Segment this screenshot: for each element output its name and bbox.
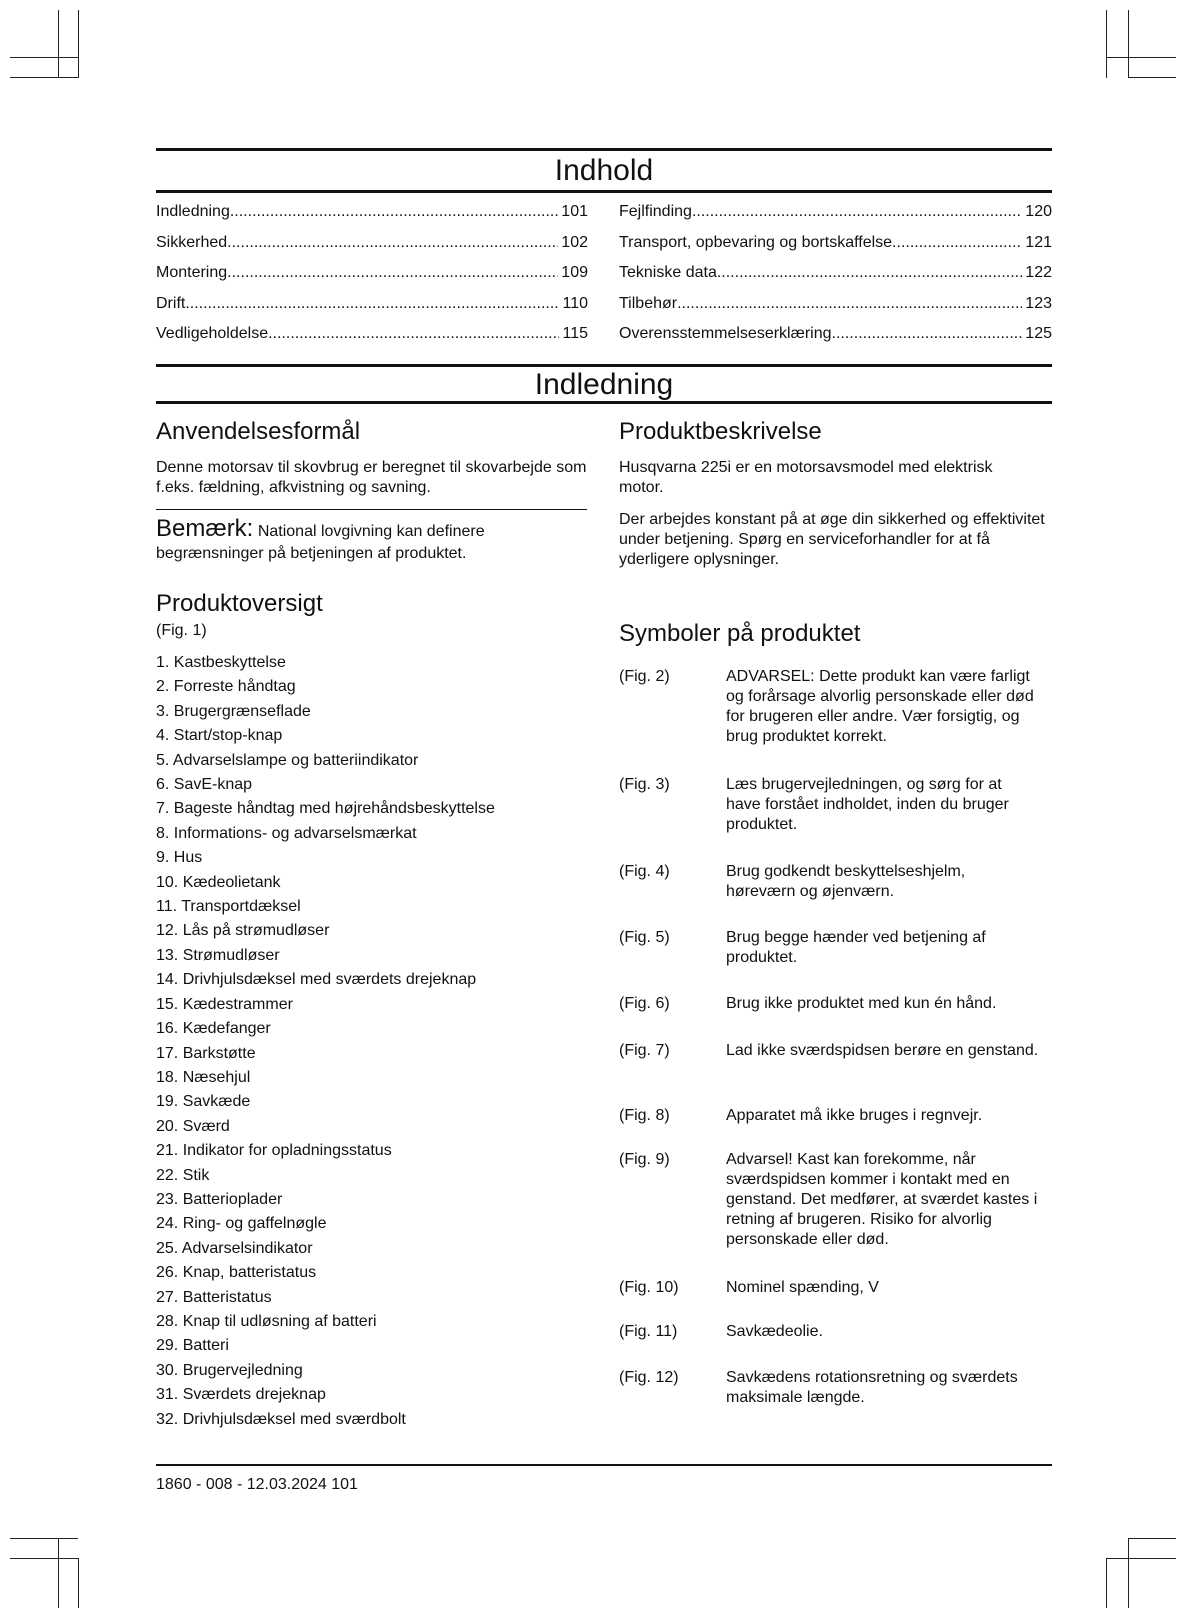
crop-mark [1128,77,1176,78]
footer-rule [156,1464,1052,1466]
list-item: 10. Kædeolietank [156,873,281,891]
list-item: 28. Knap til udløsning af batteri [156,1312,377,1330]
list-item: 32. Drivhjulsdæksel med sværdbolt [156,1410,406,1428]
symbol-entry [619,1368,1039,1408]
symbol-description: Brug begge hænder ved betjening af produktet. [726,929,986,966]
symbol-description: Læs brugervejledningen, og sørg for at have forstået indholdet, inden du bruger produktet. [726,776,1009,833]
symbol-entry [619,1041,1039,1061]
toc-top-rule [156,148,1052,151]
symbol-description: Brug godkendt beskyttelseshjelm, høreværn og øjenværn. [726,863,966,900]
toc-leader [230,202,558,222]
toc-entry-title: Tilbehør [619,295,678,312]
toc-leader [832,324,1023,344]
list-item: 21. Indikator for opladningsstatus [156,1142,392,1160]
section-title-rule [156,401,1052,404]
list-item: 22. Stik [156,1166,210,1184]
symbol-entry [619,1322,1039,1342]
toc-entry-title: Sikkerhed [156,234,228,251]
toc-entry[interactable] [619,324,1052,344]
list-item: 11. Transportdæksel [156,898,301,916]
product-overview-list [156,651,495,1432]
symbol-entry [619,775,1039,835]
symbol-description: Advarsel! Kast kan forekomme, når sværdspidsen kommer i kontakt med en genstand. Det medfører, at sværdet kastes i retning af brugeren. Risiko for alvorlig personskade eller død. [726,1151,1038,1248]
list-item: 9. Hus [156,849,203,867]
list-item: 12. Lås på strømudløser [156,922,330,940]
toc-entry-title: Indledning [156,203,230,220]
list-item: 3. Brugergrænseflade [156,702,311,720]
toc-entry-page: 115 [562,325,588,342]
toc-leader [717,263,1022,283]
symbol-fig-ref: (Fig. 10) [619,1279,679,1296]
symbol-fig-ref: (Fig. 2) [619,668,670,685]
footer-text: 1860 - 008 - 12.03.2024 101 [156,1476,358,1493]
symbol-fig-ref: (Fig. 8) [619,1107,670,1124]
toc-leader [227,233,558,253]
list-item: 24. Ring- og gaffelnøgle [156,1215,327,1233]
list-item: 13. Strømudløser [156,946,280,964]
list-item: 30. Brugervejledning [156,1361,303,1379]
symbol-entry [619,862,1039,902]
toc-entry-title: Tekniske data [619,264,717,281]
purpose-text: Denne motorsav til skovbrug er beregnet til skovarbejde som f.eks. fældning, afkvistning og savning. [156,459,587,496]
symbols-heading: Symboler på produktet [619,620,861,647]
toc-title-rule [156,190,1052,193]
list-item: 20. Sværd [156,1117,230,1135]
toc-entry[interactable] [619,233,1052,253]
symbol-fig-ref: (Fig. 5) [619,929,670,946]
toc-entry[interactable] [156,202,588,222]
list-item: 15. Kædestrammer [156,995,293,1013]
list-item: 17. Barkstøtte [156,1044,256,1062]
list-item: 18. Næsehjul [156,1068,251,1086]
list-item: 19. Savkæde [156,1093,251,1111]
list-item: 29. Batteri [156,1337,229,1355]
overview-heading: Produktoversigt [156,590,323,617]
symbol-entry [619,667,1039,747]
symbol-description: ADVARSEL: Dette produkt kan være farligt og forårsage alvorlig personskade eller død for brugeren eller andre. Vær forsigtig, og brug produktet korrekt. [726,668,1034,745]
crop-mark [10,77,78,78]
toc-entry[interactable] [619,202,1052,222]
toc-entry[interactable] [156,324,588,344]
crop-mark [1106,1558,1176,1559]
toc-entry-page: 122 [1025,264,1052,281]
overview-fig-ref: (Fig. 1) [156,622,207,639]
toc-leader [227,263,558,283]
symbol-entry [619,928,1039,968]
toc-leader [185,294,559,314]
toc-entry-title: Fejlfinding [619,203,692,220]
symbol-description: Nominel spænding, V [726,1279,879,1296]
list-item: 1. Kastbeskyttelse [156,654,286,671]
list-item: 27. Batteristatus [156,1288,272,1306]
toc-entry[interactable] [156,263,588,283]
list-item: 14. Drivhjulsdæksel med sværdets drejeknap [156,971,477,989]
toc-entry-page: 109 [561,264,588,281]
toc-leader [692,202,1022,222]
toc-entry-title: Transport, opbevaring og bortskaffelse [619,234,893,251]
toc-entry-page: 110 [562,295,588,312]
purpose-heading: Anvendelsesformål [156,418,361,445]
symbol-fig-ref: (Fig. 3) [619,776,670,793]
symbol-fig-ref: (Fig. 12) [619,1369,679,1386]
crop-mark [1106,57,1176,58]
list-item: 7. Bageste håndtag med højrehåndsbeskyttelse [156,800,495,818]
symbol-fig-ref: (Fig. 9) [619,1151,670,1168]
note-label: Bemærk: [156,515,254,542]
crop-mark [1106,10,1107,78]
toc-leader [892,233,1022,253]
symbol-entry [619,994,1039,1014]
crop-mark [1128,1538,1176,1539]
toc-entry-page: 120 [1025,203,1052,220]
symbol-description: Savkædens rotationsretning og sværdets maksimale længde. [726,1369,1018,1406]
note-text: National lovgivning kan definere begrænsninger på betjeningen af produktet. [156,523,485,562]
note-box [156,515,596,565]
list-item: 25. Advarselsindikator [156,1239,313,1257]
symbol-entry [619,1106,1039,1126]
toc-leader [677,294,1022,314]
crop-mark [58,1538,59,1608]
toc-entry-page: 102 [561,234,588,251]
toc-leader [268,324,559,344]
crop-mark [1106,1558,1107,1608]
crop-mark [78,10,79,78]
toc-title: Indhold [554,154,654,187]
section-title: Indledning [534,368,674,401]
symbol-description: Brug ikke produktet med kun én hånd. [726,995,997,1012]
note-rule [156,509,587,510]
symbol-description: Apparatet må ikke bruges i regnvejr. [726,1107,983,1124]
symbol-fig-ref: (Fig. 11) [619,1323,678,1340]
crop-mark [10,1558,78,1559]
toc-entry-page: 125 [1025,325,1052,342]
toc-entry[interactable] [619,263,1052,283]
toc-entry-title: Overensstemmelseserklæring [619,325,832,342]
crop-mark [58,10,59,78]
symbol-fig-ref: (Fig. 7) [619,1042,670,1059]
list-item: 5. Advarselslampe og batteriindikator [156,751,419,769]
list-item: 4. Start/stop-knap [156,727,283,745]
description-heading: Produktbeskrivelse [619,418,822,445]
crop-mark [1128,10,1129,78]
toc-entry-page: 121 [1025,234,1052,251]
list-item: 31. Sværdets drejeknap [156,1386,326,1404]
toc-entry[interactable] [156,294,588,314]
symbol-fig-ref: (Fig. 6) [619,995,670,1012]
toc-entry-title: Drift [156,295,186,312]
list-item: 23. Batterioplader [156,1190,283,1208]
symbol-fig-ref: (Fig. 4) [619,863,670,880]
list-item: 2. Forreste håndtag [156,678,296,696]
crop-mark [1128,1538,1129,1608]
toc-entry[interactable] [619,294,1052,314]
description-paragraph: Husqvarna 225i er en motorsavsmodel med elektrisk motor. [619,459,993,496]
toc-entry-title: Montering [156,264,228,281]
list-item: 8. Informations- og advarselsmærkat [156,824,417,842]
list-item: 16. Kædefanger [156,1020,271,1038]
crop-mark [10,1538,78,1539]
symbol-description: Lad ikke sværdspidsen berøre en genstand. [726,1042,1039,1059]
toc-entry[interactable] [156,233,588,253]
crop-mark [78,1558,79,1608]
toc-entry-page: 123 [1025,295,1052,312]
toc-entry-page: 101 [561,203,588,220]
list-item: 6. SavE-knap [156,776,253,794]
crop-mark [10,57,78,58]
list-item: 26. Knap, batteristatus [156,1264,317,1282]
symbol-entry [619,1150,1039,1250]
symbol-description: Savkædeolie. [726,1323,823,1340]
symbol-entry [619,1278,1039,1298]
description-paragraph: Der arbejdes konstant på at øge din sikkerhed og effektivitet under betjening. Spørg en serviceforhandler for at få yderligere oplysninger. [619,511,1045,568]
toc-entry-title: Vedligeholdelse [156,325,269,342]
